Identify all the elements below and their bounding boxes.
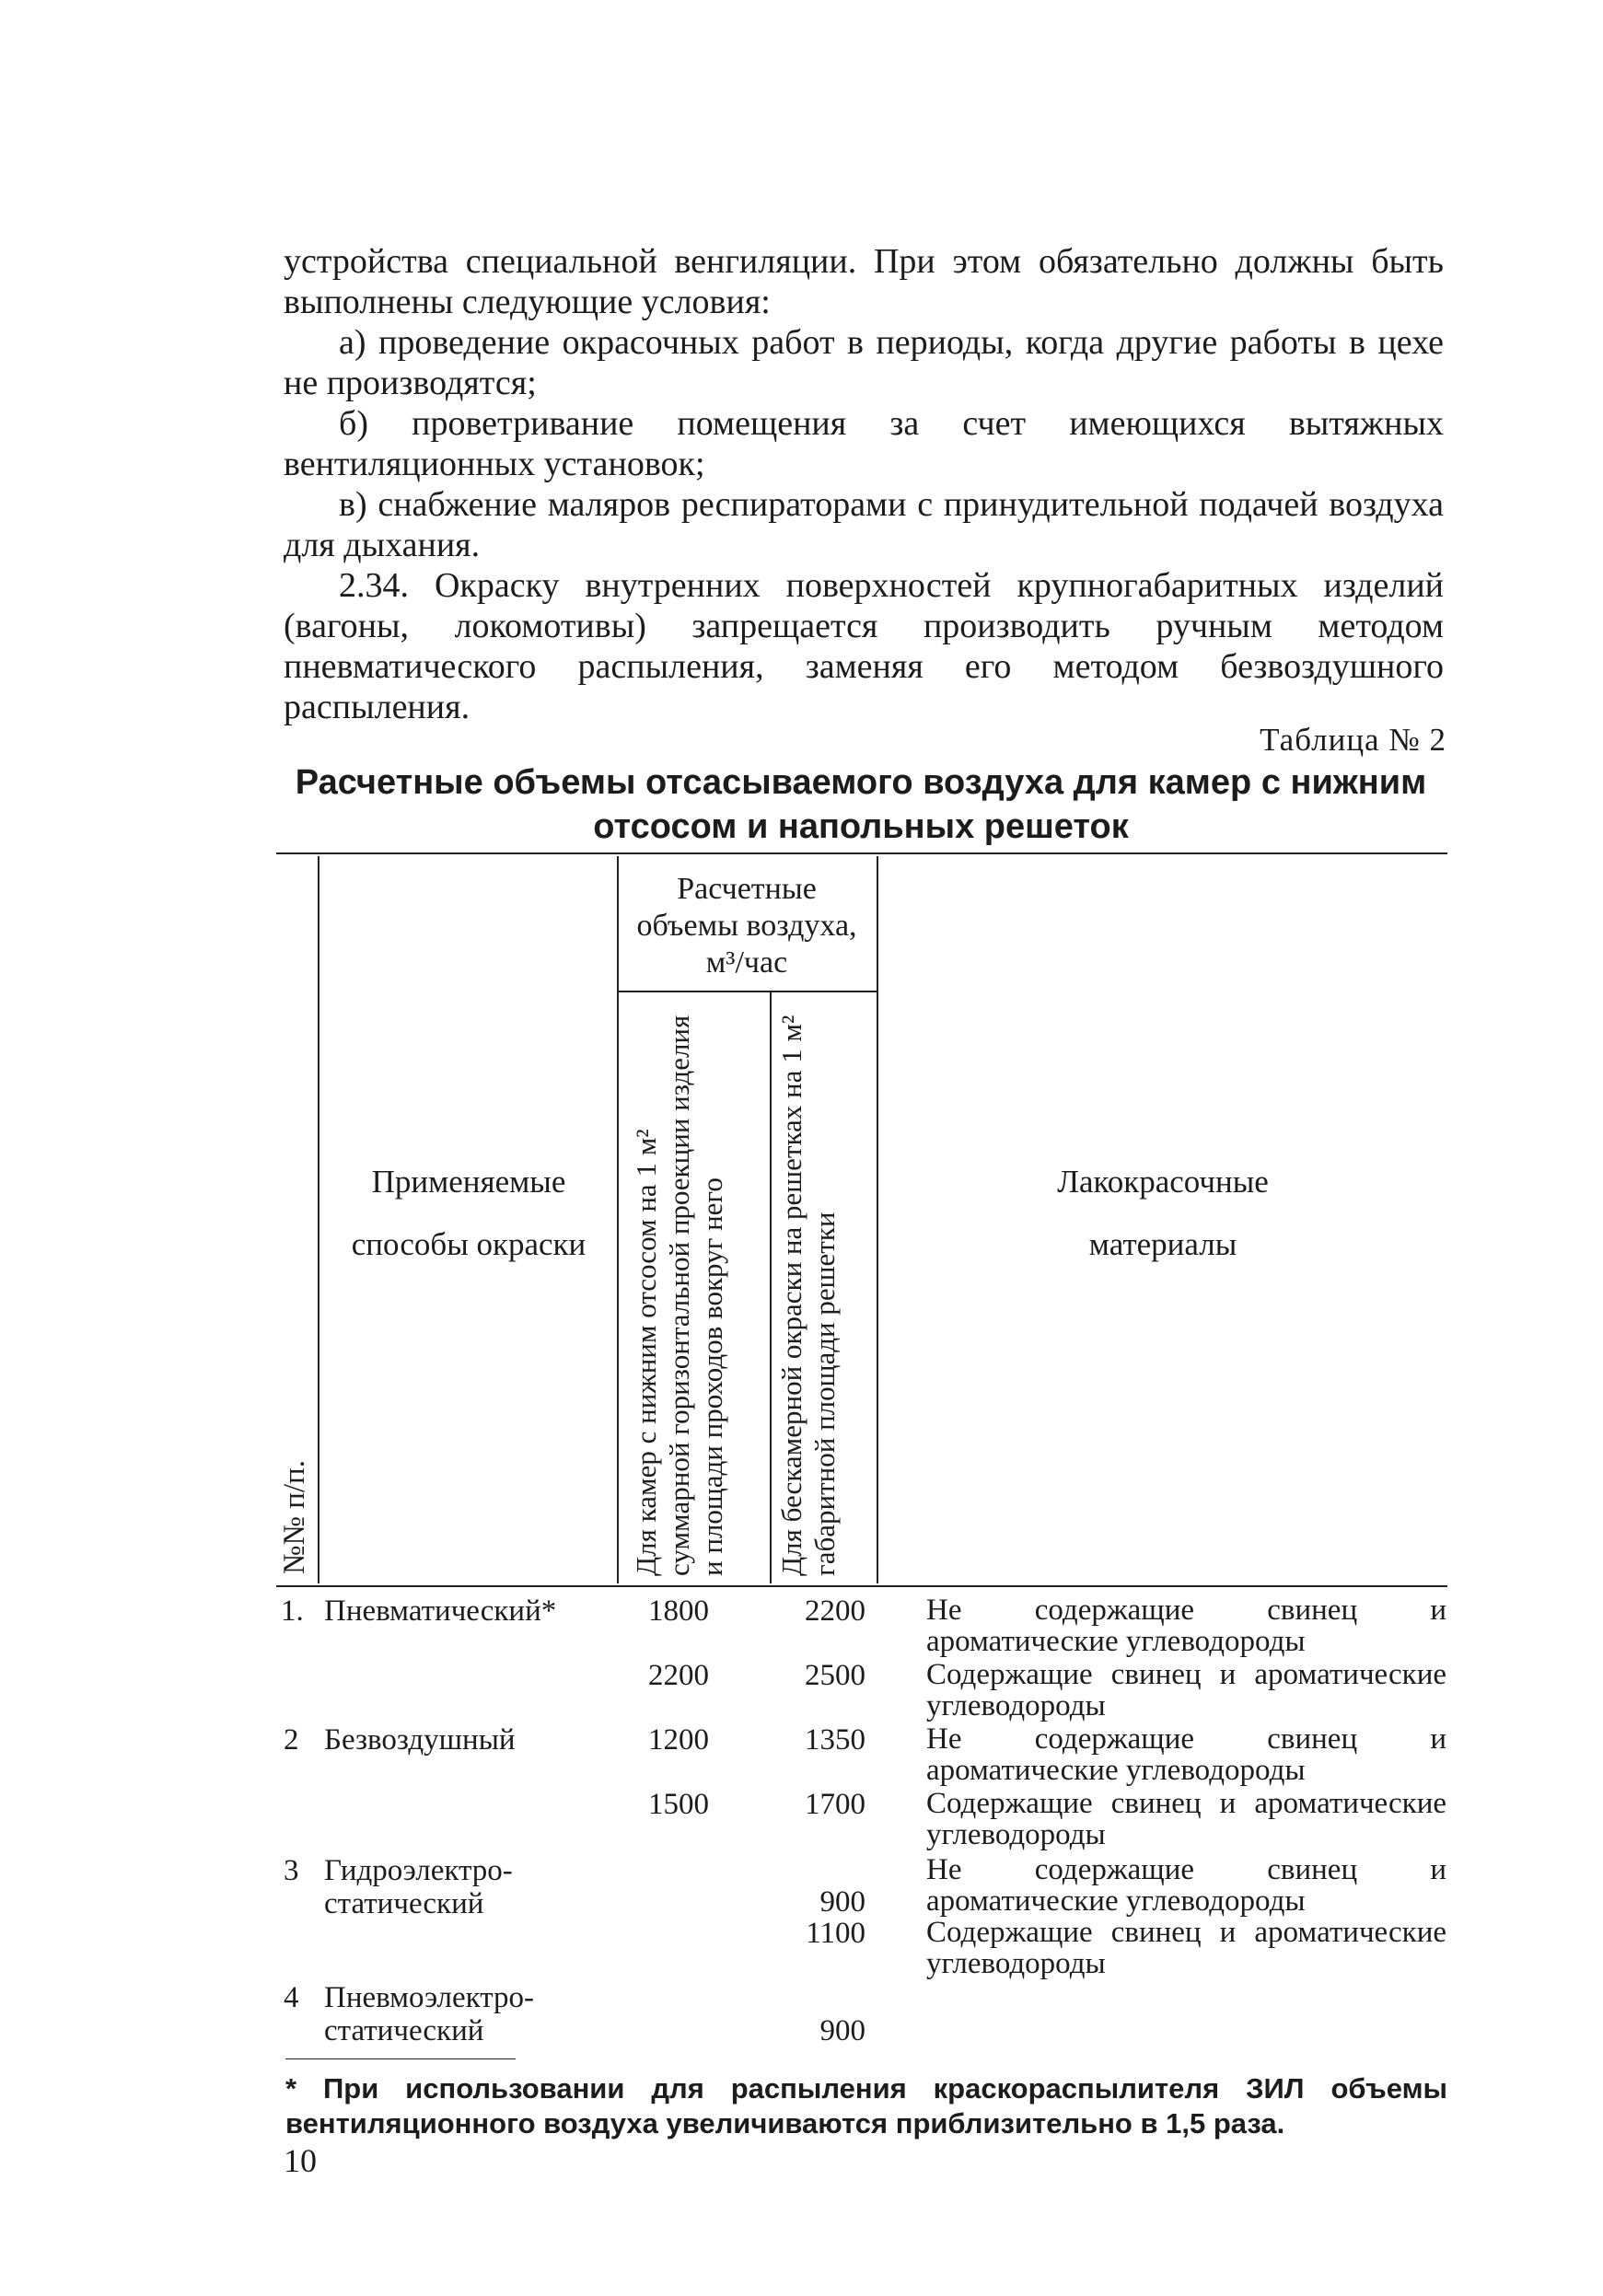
row-1b-chamber: 2200 xyxy=(648,1659,709,1692)
row-1-grate: 2200 xyxy=(805,1594,865,1628)
row-1-num: 1. xyxy=(281,1594,304,1628)
header-row-number: №№ п/п. xyxy=(278,1460,311,1574)
row-1b-material: Содержащие свинец и ароматические углеводороды xyxy=(926,1658,1446,1722)
row-3b-grate: 1100 xyxy=(806,1917,865,1950)
row-3-grate: 900 xyxy=(819,1885,865,1919)
row-1-method: Пневматический* xyxy=(324,1594,557,1628)
footnote: * При использовании для распыления краскораспылителя ЗИЛ объемы вентиляционного воздуха увеличиваются приблизительно в 1,5 раза. xyxy=(285,2072,1447,2139)
table-top-rule xyxy=(276,852,1447,854)
row-1-material: Не содержащие свинец и ароматические углеводороды xyxy=(926,1594,1446,1658)
row-1b-grate: 2500 xyxy=(805,1659,865,1692)
row-2-method: Безвоздушный xyxy=(324,1723,516,1757)
header-grate: Для бескамерной окраски на решетках на 1 м² габаритной площади решетки xyxy=(775,1015,841,1576)
paragraph-item-b: б) проветривание помещения за счет имеющихся вытяжных вентиляционных установок; xyxy=(284,404,1444,483)
row-2-chamber: 1200 xyxy=(648,1723,709,1757)
row-2-material: Не содержащие свинец и ароматические углеводороды xyxy=(926,1722,1446,1787)
table-title: Расчетные объемы отсасываемого воздуха для камер с нижним отсосом и напольных решеток xyxy=(295,763,1427,846)
row-2b-material: Содержащие свинец и ароматические углеводороды xyxy=(926,1787,1446,1851)
row-2-num: 2 xyxy=(284,1723,299,1757)
header-materials-line1: Лакокрасочные xyxy=(1057,1164,1269,1200)
row-3-method: Гидроэлектро-статический xyxy=(324,1854,513,1920)
footnote-rule xyxy=(285,2058,516,2059)
row-2-grate: 1350 xyxy=(805,1723,865,1757)
header-method-line2: способы окраски xyxy=(351,1226,587,1262)
row-4-grate: 900 xyxy=(819,2014,865,2047)
paragraph-2-34: 2.34. Окраску внутренних поверхностей крупногабаритных изделий (вагоны, локомотивы) запрещается производить ручным методом пневматического распыления, заменяя его методом безвоздушного распыления. xyxy=(284,566,1444,726)
paragraph-intro: устройства специальной венгиляции. При этом обязательно должны быть выполнены следующие условия: xyxy=(284,242,1444,321)
col-divider-2 xyxy=(617,856,619,1583)
page-number: 10 xyxy=(284,2142,317,2179)
col-divider-1 xyxy=(318,856,319,1583)
table-number: Таблица № 2 xyxy=(1260,722,1446,758)
row-1-chamber: 1800 xyxy=(648,1594,709,1628)
volumes-header-rule xyxy=(617,991,877,992)
row-4-num: 4 xyxy=(284,1981,299,2014)
row-2b-grate: 1700 xyxy=(805,1788,865,1821)
paragraph-item-a: а) проведение окрасочных работ в периоды, когда другие работы в цехе не производятся; xyxy=(284,323,1444,402)
row-3-material: Не содержащие свинец и ароматические углеводороды xyxy=(926,1853,1446,1918)
row-4-method: Пневмоэлектро-статический xyxy=(324,1981,535,2047)
col-divider-4 xyxy=(877,856,878,1583)
header-chamber: Для камер с нижним отсосом на 1 м² суммарной горизонтальной проекции изделия и площади проходов вокруг него xyxy=(630,1015,728,1576)
row-2b-chamber: 1500 xyxy=(648,1788,709,1821)
header-materials-line2: материалы xyxy=(1088,1226,1237,1262)
col-divider-3 xyxy=(770,992,772,1583)
row-3-num: 3 xyxy=(284,1854,299,1887)
header-method-line1: Применяемые xyxy=(371,1164,566,1200)
paragraph-item-c: в) снабжение маляров респираторами с принудительной подачей воздуха для дыхания. xyxy=(284,485,1444,564)
table-header-bottom-rule xyxy=(276,1585,1447,1587)
row-3b-material: Содержащие свинец и ароматические углеводороды xyxy=(926,1916,1446,1980)
header-volumes: Расчетные объемы воздуха, м³/час xyxy=(636,872,857,980)
